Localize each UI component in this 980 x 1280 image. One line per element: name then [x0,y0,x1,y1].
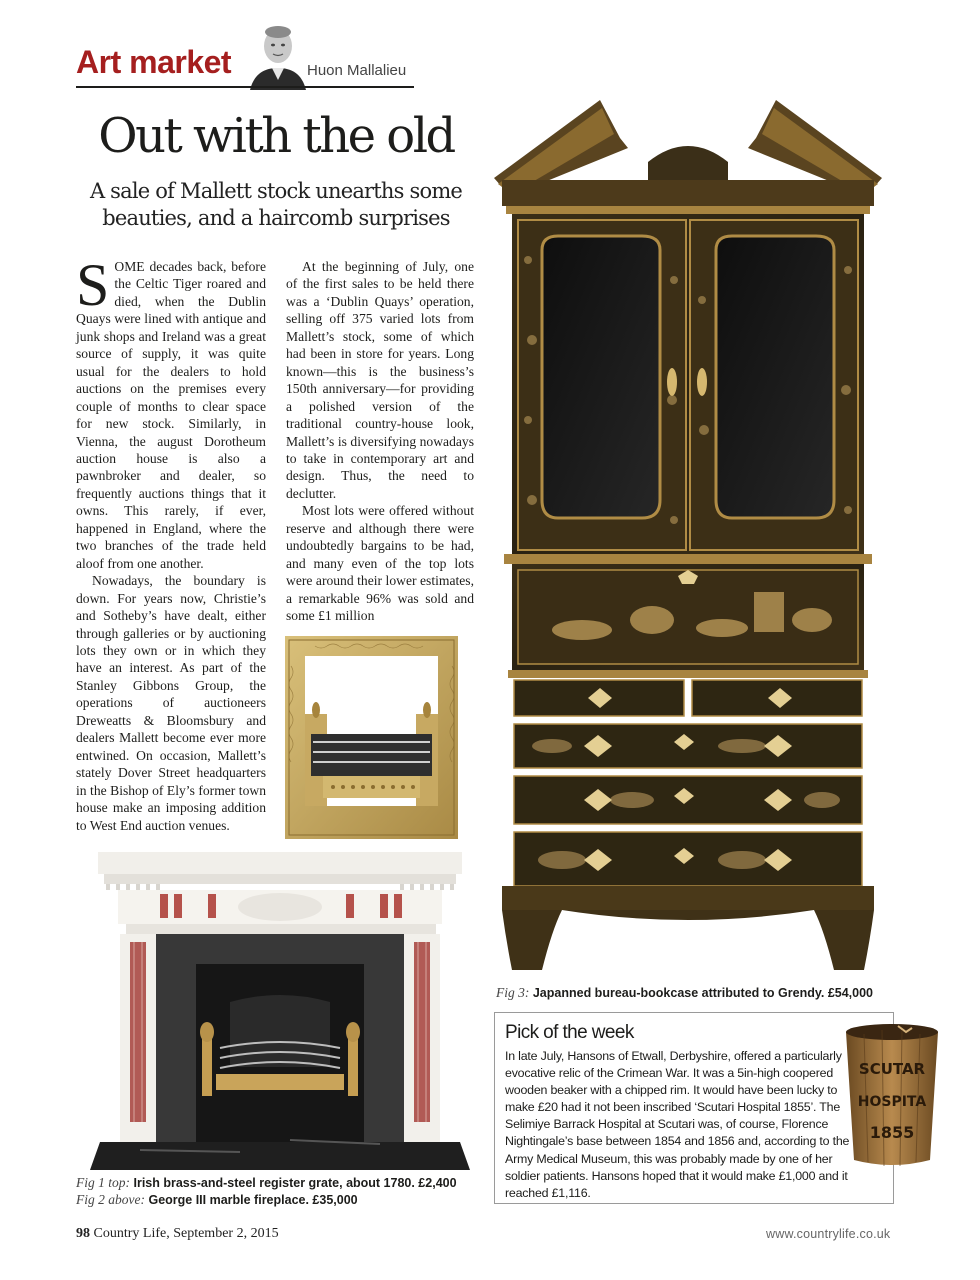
standfirst: A sale of Mallett stock unearths some beauties, and a haircomb surprises [89,179,463,230]
paragraph: Most lots were offered without reserve and although there were undoubtedly bargains to be had, and many even of the top lots were around their lower estimates, a remarkable 96% was sold and some £1 million [286,503,474,624]
register-grate-image [285,636,458,839]
page-number: 98 [76,1226,90,1241]
headline: Out with the old [98,108,454,164]
beaker-inscription-line-1: SCUTAR [858,1060,926,1078]
paragraph: At the beginning of July, one of the first sales to be held there was a ‘Dublin Quays’ operation, selling off 375 varied lots from Mallett’s stock, some of which had been in store for years. Long known—this is the business’s 150th anniversary—for providing a polished version of the traditional country-house look, Mallett’s is diversifying nowadays to take in contemporary art and design. Thus, the need to declutter. [286,259,474,501]
caption-label: Fig 2 above: [76,1192,145,1207]
caption-label: Fig 3: [496,985,530,1000]
beaker-inscription-line-2: HOSPITA [857,1094,927,1110]
marble-fireplace-image [90,852,470,1170]
footer-website: www.countrylife.co.uk [766,1227,891,1241]
figure-1-caption [76,1174,457,1192]
caption-label: Fig 1 top: [76,1175,130,1190]
caption-text: George III marble fireplace. £35,000 [148,1193,358,1207]
figure-2-caption [76,1191,358,1209]
drop-cap: S [76,252,110,318]
paragraph: Nowadays, the boundary is down. For years now, Christie’s and Sotheby’s have dealt, either through galleries or by auctioning lots they own or in which they have an interest. As part of the Stanley Gibbons Group, the operations of auctioneers Dreweatts & Bloomsbury and dealers Mallett become ever more entwined. On occasion, Mallett’s stately Dover Street headquarters in the Bishop of Ely’s former town house make an imposing addition to West End auction venues. [76,573,266,833]
caption-text: Irish brass-and-steel register grate, about 1780. £2,400 [133,1176,457,1190]
header-rule [76,86,414,88]
pick-of-the-week-text: In late July, Hansons of Etwall, Derbyshire, offered a particularly evocative relic of the Crimean War. It was a 5in-high coopered wooden beaker with a chipped rim. It would have been lucky to make £20 had it not been inscribed ‘Scutari Hospital 1855’. The Selimiye Barrack Hospital at Scutari was, of course, Florence Nightingale’s base between 1854 and 1856 and, according to the Army Medical Museum, this was probably made by one of her soldier patients. Hansons hoped that it would make £1,000 and it reached £1,116. [505,1049,850,1200]
pick-of-the-week-heading: Pick of the week [505,1022,634,1043]
article-column-1 [76,252,266,834]
issue-line: Country Life, September 2, 2015 [93,1226,279,1241]
paragraph: OME decades back, before the Celtic Tiger roared and died, when the Dublin Quays were lined with antique and junk shops and Ireland was a great source of supply, it was quite usual for the dealers to hold auctions on the premises every couple of months to clear space for new stock. Similarly, in Vienna, the august Dorotheum auction house is also a pawnbroker and dealer, so frequently auctions things that it owns. This rarely, if ever, happened in England, where the two branches of the trade held aloof from one another. [76,259,266,571]
section-title: Art market [76,44,232,80]
author-portrait [246,16,310,90]
bureau-bookcase-image [492,100,884,980]
beaker-inscription-line-3: 1855 [869,1123,915,1142]
figure-3-caption [496,984,873,1002]
author-byline: Huon Mallalieu [307,62,407,79]
article-column-2 [286,258,474,625]
footer-issue [76,1226,279,1242]
caption-text: Japanned bureau-bookcase attributed to Grendy. £54,000 [532,986,874,1000]
scutari-beaker-image [838,1020,946,1170]
